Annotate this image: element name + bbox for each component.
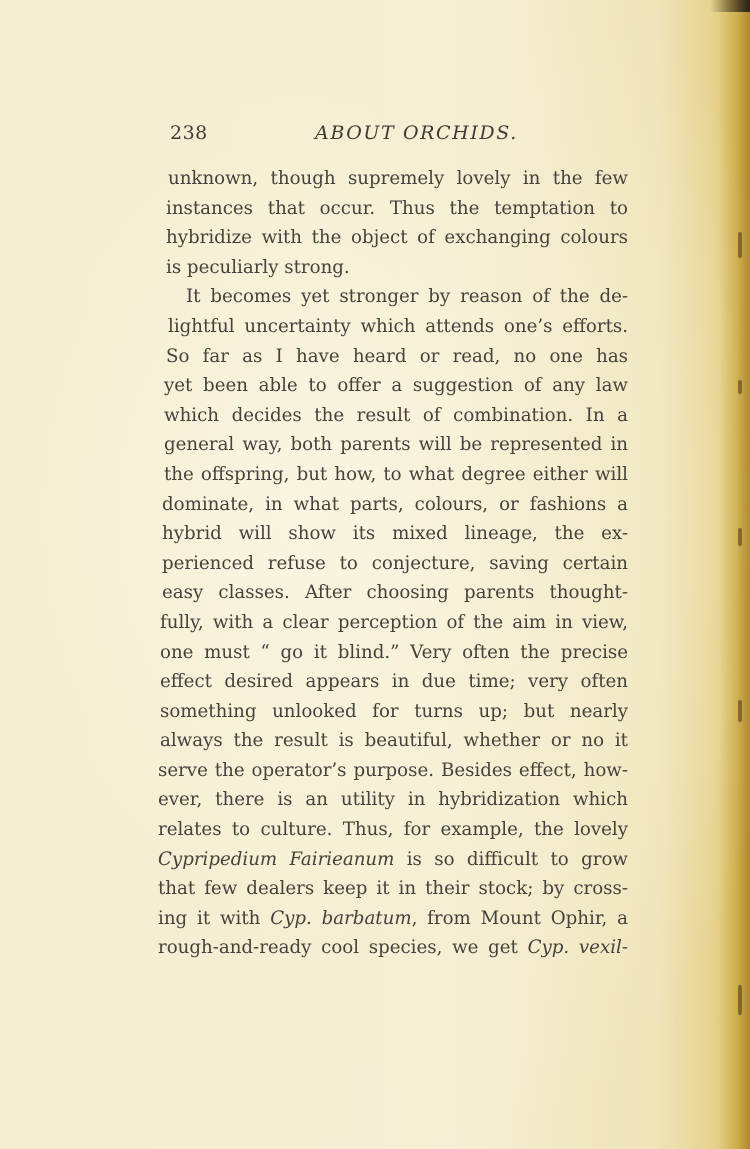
page-corner-shadow — [710, 0, 750, 12]
text-line: ing it with Cyp. barbatum, from Mount Ophir, a — [158, 907, 628, 929]
text-line: instances that occur. Thus the temptation to — [166, 197, 628, 219]
text-line: hybrid will show its mixed lineage, the ex- — [162, 523, 628, 545]
text-line: which decides the result of combination. In a — [164, 404, 628, 426]
text-line: unknown, though supremely lovely in the few — [168, 168, 628, 189]
italic-species-name: Cypripedium Fairieanum — [158, 848, 395, 870]
text-line: lightful uncertainty which attends one’s efforts. — [168, 315, 628, 337]
text-line: always the result is beautiful, whether or no it — [160, 730, 628, 752]
page-edge-mark — [738, 528, 742, 546]
text-line: perienced refuse to conjecture, saving certain — [162, 552, 628, 574]
italic-species-name: Cyp. vexil- — [527, 937, 628, 959]
text-line: that few dealers keep it in their stock; by cross- — [158, 878, 628, 900]
running-title: ABOUT ORCHIDS. — [315, 122, 518, 144]
text-line: ever, there is an utility in hybridization which — [158, 789, 628, 811]
page-edge-mark — [738, 232, 742, 258]
text-line: general way, both parents will be represented in — [164, 434, 628, 456]
text-line: effect desired appears in due time; very often — [160, 671, 628, 693]
text-line: something unlooked for turns up; but nearly — [160, 700, 628, 722]
text-line: fully, with a clear perception of the aim in view, — [160, 611, 628, 633]
page-header — [170, 122, 640, 152]
italic-species-name: Cyp. barbatum — [270, 907, 412, 929]
text-line: hybridize with the object of exchanging colours — [166, 227, 628, 249]
text-line: So far as I have heard or read, no one has — [166, 345, 628, 367]
text-line: easy classes. After choosing parents thought- — [162, 582, 628, 604]
page-edge-shadow — [720, 0, 750, 1149]
body-text — [158, 164, 628, 963]
text-line: relates to culture. Thus, for example, the lovely — [158, 819, 628, 841]
page-edge-mark — [738, 700, 742, 722]
text-line: the offspring, but how, to what degree either will — [164, 463, 628, 485]
text-line: serve the operator’s purpose. Besides effect, how- — [158, 759, 628, 781]
text-line: rough-and-ready cool species, we get Cyp. vexil- — [158, 937, 628, 959]
page-edge-mark — [738, 380, 742, 394]
text-line: yet been able to offer a suggestion of any law — [164, 375, 628, 397]
text-line: It becomes yet stronger by reason of the de- — [186, 286, 628, 308]
text-line: dominate, in what parts, colours, or fashions a — [162, 493, 628, 515]
page-edge-mark — [738, 985, 742, 1015]
text-line: one must “ go it blind.” Very often the precise — [160, 641, 628, 663]
text-line: is peculiarly strong. — [166, 256, 350, 278]
page-number: 238 — [170, 122, 208, 144]
text-line: Cypripedium Fairieanum is so difficult to grow — [158, 848, 628, 870]
